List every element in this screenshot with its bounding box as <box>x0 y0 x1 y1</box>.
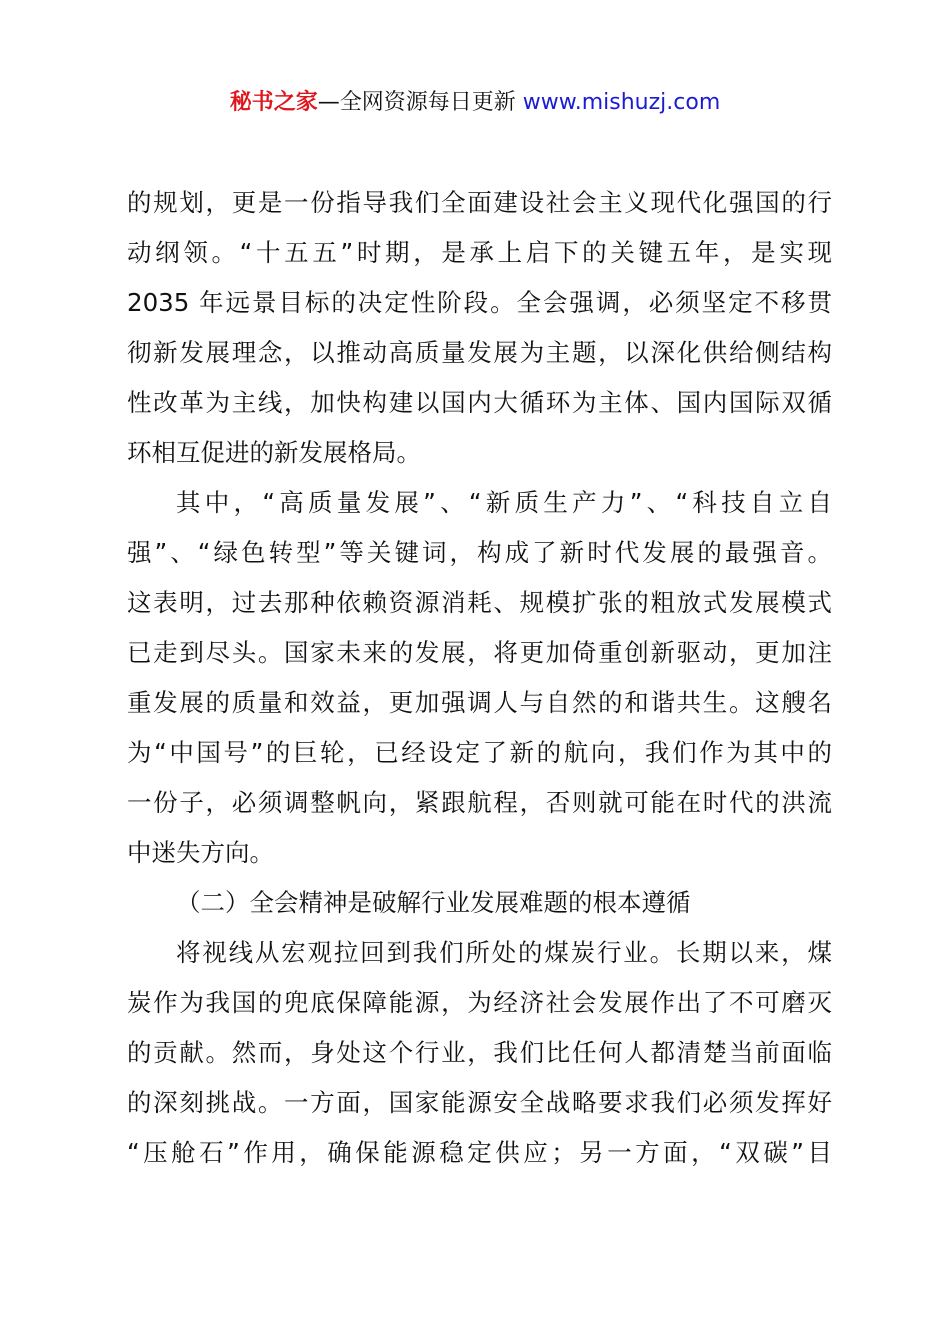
text-line: 环相互促进的新发展格局。 <box>127 438 421 467</box>
text-line: 性改革为主线，加快构建以国内大循环为主体、国内国际双循 <box>127 388 832 417</box>
text-line: 2035 年远景目标的决定性阶段。全会强调，必须坚定不移贯 <box>127 288 832 317</box>
text-line: 炭作为我国的兜底保障能源，为经济社会发展作出了不可磨灭 <box>127 988 832 1017</box>
text-line: 的规划，更是一份指导我们全面建设社会主义现代化强国的行 <box>127 188 832 217</box>
section-heading: （二）全会精神是破解行业发展难题的根本遵循 <box>176 888 691 917</box>
site-brand: 秘书之家 <box>229 90 318 115</box>
text-line: 的贡献。然而，身处这个行业，我们比任何人都清楚当前面临 <box>127 1038 832 1067</box>
text-line: 重发展的质量和效益，更加强调人与自然的和谐共生。这艘名 <box>127 688 832 717</box>
text-line: “压舱石”作用，确保能源稳定供应；另一方面，“双碳”目 <box>127 1138 832 1167</box>
text-line: 强”、“绿色转型”等关键词，构成了新时代发展的最强音。 <box>127 538 832 567</box>
text-line: 已走到尽头。国家未来的发展，将更加倚重创新驱动，更加注 <box>127 638 832 667</box>
text-line: 中迷失方向。 <box>127 838 274 867</box>
paragraph-start-line: 将视线从宏观拉回到我们所处的煤炭行业。长期以来，煤 <box>176 938 832 967</box>
site-header <box>0 88 950 118</box>
text-line: 一份子，必须调整帆向，紧跟航程，否则就可能在时代的洪流 <box>127 788 832 817</box>
text-line: 这表明，过去那种依赖资源消耗、规模扩张的粗放式发展模式 <box>127 588 832 617</box>
text-line: 动纲领。“十五五”时期，是承上启下的关键五年，是实现 <box>127 238 832 267</box>
text-line: 的深刻挑战。一方面，国家能源安全战略要求我们必须发挥好 <box>127 1088 832 1117</box>
text-line: 为“中国号”的巨轮，已经设定了新的航向，我们作为其中的 <box>127 738 832 767</box>
text-line: 彻新发展理念，以推动高质量发展为主题，以深化供给侧结构 <box>127 338 832 367</box>
paragraph-start-line: 其中，“高质量发展”、“新质生产力”、“科技自立自 <box>176 488 832 517</box>
site-slogan: —全网资源每日更新 <box>317 90 516 115</box>
site-url-link[interactable]: www.mishuzj.com <box>522 90 721 115</box>
document-body <box>127 178 832 1178</box>
